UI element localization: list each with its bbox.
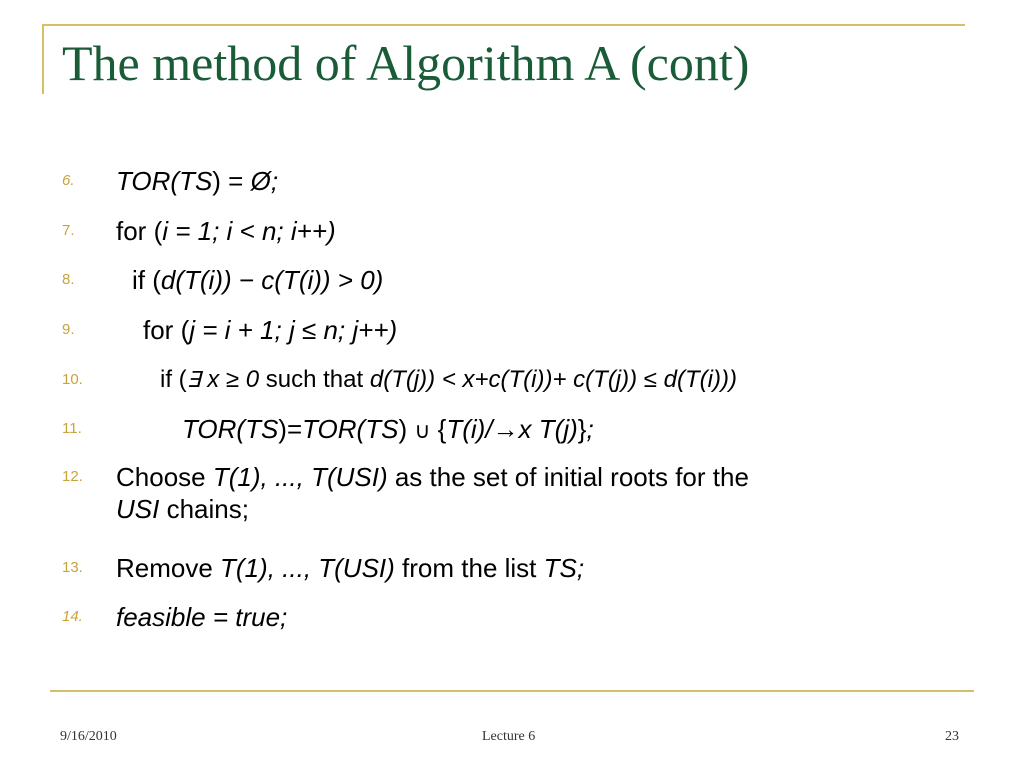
step-number: 8. xyxy=(62,271,75,288)
step-text: Remove T(1), ..., T(USI) from the list TS; xyxy=(116,553,585,583)
step-number: 7. xyxy=(62,222,75,239)
step-text: for (j = i + 1; j ≤ n; j++) xyxy=(143,315,398,345)
step-number: 9. xyxy=(62,321,75,338)
step-text-continuation: USI chains; xyxy=(116,494,249,524)
step-number: 10. xyxy=(62,371,83,388)
footer-page-number: 23 xyxy=(945,729,959,744)
step-number: 14. xyxy=(62,608,83,625)
step-text: feasible = true; xyxy=(116,602,288,632)
step-text: TOR(TS) = Ø; xyxy=(116,166,279,196)
footer-lecture: Lecture 6 xyxy=(482,729,536,744)
step-number: 6. xyxy=(62,172,75,189)
step-text: TOR(TS)=TOR(TS) ∪ {T(i)/→x T(j)}; xyxy=(182,414,594,444)
step-number: 13. xyxy=(62,559,83,576)
bottom-accent-rule xyxy=(50,690,974,692)
slide-title: The method of Algorithm A (cont) xyxy=(62,35,750,91)
step-text: if (∃ x ≥ 0 such that d(T(j)) < x+c(T(i))+ c(T(j)) ≤ d(T(i))) xyxy=(160,366,737,393)
step-text: Choose T(1), ..., T(USI) as the set of initial roots for the xyxy=(116,462,749,492)
step-text: if (d(T(i)) − c(T(i)) > 0) xyxy=(132,265,384,295)
step-text: for (i = 1; i < n; i++) xyxy=(116,216,336,246)
step-number: 11. xyxy=(62,420,82,437)
footer-date: 9/16/2010 xyxy=(60,729,117,744)
step-number: 12. xyxy=(62,468,83,485)
